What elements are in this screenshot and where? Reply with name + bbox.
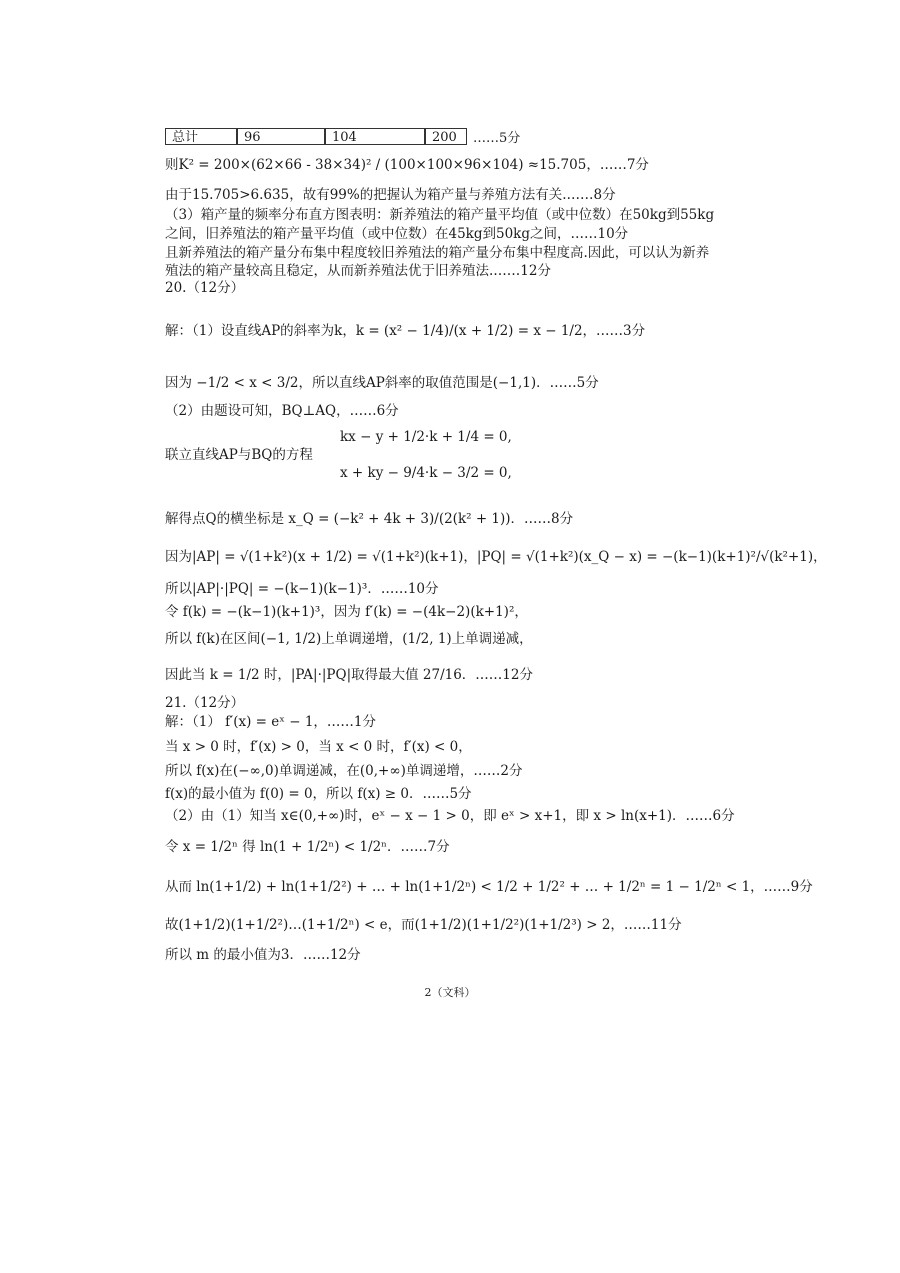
text-line: 则K² = 200×(62×66 - 38×34)² / (100×100×96×104) ≈15.705，……7分 (165, 157, 649, 173)
table-cell-label: 总计 (165, 128, 237, 145)
text-line: 令 f(k) = −(k−1)(k+1)³，因为 f′(k) = −(4k−2)(k+1)²， (165, 604, 528, 620)
text-line: 因为|AP| = √(1+k²)(x + 1/2) = √(1+k²)(k+1)，|PQ| = √(1+k²)(x_Q − x) = −(k−1)(k+1)²/√(k²+1)， (165, 549, 827, 565)
text-line: 因为 −1/2 < x < 3/2，所以直线AP斜率的取值范围是(−1,1)．……5分 (165, 375, 599, 391)
text-line: 故(1+1/2)(1+1/2²)…(1+1/2ⁿ) < e，而(1+1/2)(1+1/2²)(1+1/2³) > 2，……11分 (165, 917, 682, 933)
table-cell-value: 200 (425, 128, 467, 145)
page-footer: 2（文科） (424, 986, 476, 999)
text-line: 之间，旧养殖法的箱产量平均值（或中位数）在45kg到50kg之间，……10分 (165, 226, 629, 242)
text-line: 殖法的箱产量较高且稳定，从而新养殖法优于旧养殖法.……12分 (165, 263, 551, 279)
text-line: （3）箱产量的频率分布直方图表明：新养殖法的箱产量平均值（或中位数）在50kg到55kg (165, 207, 715, 223)
text-line: 所以 m 的最小值为3．……12分 (165, 947, 361, 963)
text-line: 令 x = 1/2ⁿ 得 ln(1 + 1/2ⁿ) < 1/2ⁿ．……7分 (165, 839, 450, 855)
text-line: 联立直线AP与BQ的方程 (165, 447, 313, 463)
text-line: 解得点Q的横坐标是 x_Q = (−k² + 4k + 3)/(2(k² + 1))．……8分 (165, 511, 574, 527)
text-line: 所以 f(k)在区间(−1, 1/2)上单调递增，(1/2, 1)上单调递减， (165, 631, 533, 647)
text-line: 当 x > 0 时，f′(x) > 0，当 x < 0 时，f′(x) < 0， (165, 739, 472, 755)
equation-line: kx − y + 1/2·k + 1/4 = 0, (340, 429, 512, 445)
score-note: ……5分 (473, 131, 521, 146)
text-line: 因此当 k = 1/2 时，|PA|·|PQ|取得最大值 27/16．……12分 (165, 667, 533, 683)
text-line: 解：（1）设直线AP的斜率为k，k = (x² − 1/4)/(x + 1/2) = x − 1/2，……3分 (165, 323, 646, 339)
text-line: f(x)的最小值为 f(0) = 0，所以 f(x) ≥ 0．……5分 (165, 786, 472, 802)
text-line: （2）由（1）知当 x∈(0,+∞)时，eˣ − x − 1 > 0，即 eˣ > x+1，即 x > ln(x+1)．……6分 (165, 808, 735, 824)
text-line: 所以|AP|·|PQ| = −(k−1)(k−1)³．……10分 (165, 581, 439, 597)
table-cell-value: 104 (325, 128, 425, 145)
section-heading: 21.（12分） (165, 695, 245, 711)
equation-line: x + ky − 9/4·k − 3/2 = 0, (340, 465, 512, 481)
text-line: 由于15.705>6.635，故有99%的把握认为箱产量与养殖方法有关.……8分 (165, 187, 616, 203)
text-line: （2）由题设可知，BQ⊥AQ，……6分 (165, 403, 399, 419)
table-cell-value: 96 (237, 128, 325, 145)
text-line: 所以 f(x)在(−∞,0)单调递减，在(0,+∞)单调递增，……2分 (165, 763, 523, 779)
text-line: 从而 ln(1+1/2) + ln(1+1/2²) + … + ln(1+1/2ⁿ) < 1/2 + 1/2² + … + 1/2ⁿ = 1 − 1/2ⁿ < 1，……9分 (165, 879, 813, 895)
summary-table-row (165, 127, 520, 146)
section-heading: 20.（12分） (165, 280, 245, 296)
text-line: 且新养殖法的箱产量分布集中程度较旧养殖法的箱产量分布集中程度高.因此，可以认为新养 (165, 245, 710, 261)
text-line: 解：（1） f′(x) = eˣ − 1，……1分 (165, 714, 377, 730)
